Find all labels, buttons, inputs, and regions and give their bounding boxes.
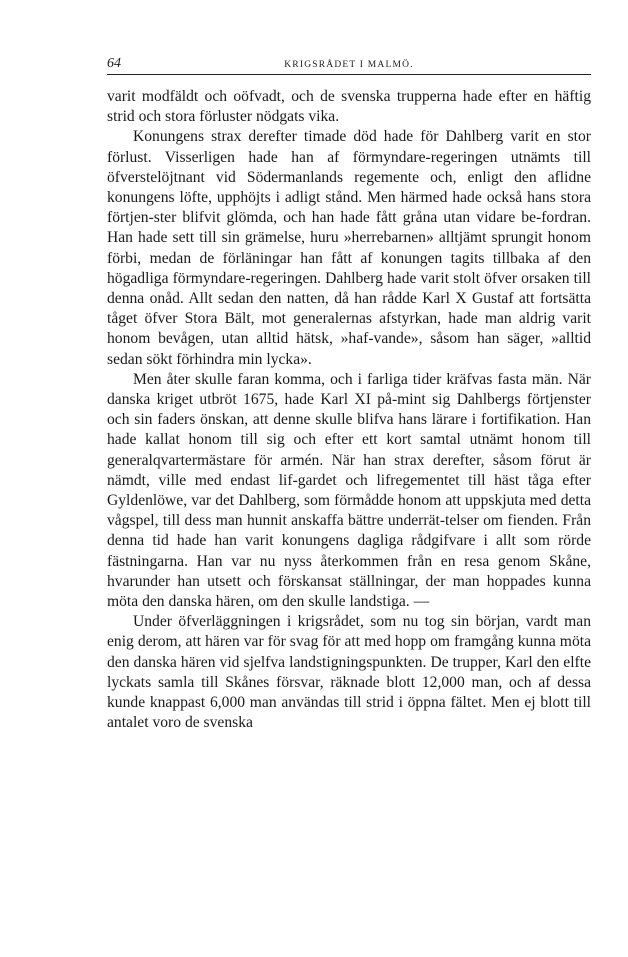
- running-header: [107, 54, 591, 75]
- paragraph: Konungens strax derefter timade död hade för Dahlberg varit en stor förlust. Visserligen hade han af förmyndare-regeringen utnämts till öfverstelöjtnant vid Södermanlands regemente och, enligt den aflidne konungens löfte, upphöjts i adligt stånd. Men härmed hade också hans stora förtjen-ster blifvit glömda, och han hade fått gråna utan vidare be-fordran. Han hade sett till sin grämelse, huru »herrebarnen» alltjämt sprungit honom förbi, medan de förläningar han fått af konungen tagits tillbaka af den högadliga förmyndare-regeringen. Dahlberg hade varit stolt öfver orsaken till denna onåd. Allt sedan den natten, då han rådde Karl X Gustaf att fortsätta tåget öfver Stora Bält, mot generalernas afstyrkan, hade man aldrig varit honom bevågen, utan alltid hätsk, »haf-vande», såsom han säger, »alltid sedan sökt förhindra min lycka».: [107, 128, 591, 368]
- paragraph: Men åter skulle faran komma, och i farliga tider kräfvas fasta män. När danska kriget utbröt 1675, hade Karl XI på-mint sig Dahlbergs förtjenster och sin faders önskan, att denne skulle blifva hans lärare i fortifikation. Han hade kallat honom till sig och efter ett kort samtal utnämt honom till generalqvartermästare för armén. När han strax derefter, såsom förut är nämdt, ville med endast lif-gardet och lifregementet till häst tåga efter Gyldenlöwe, var det Dahlberg, som förmådde honom att uppskjuta med detta vågspel, till dess man hunnit anskaffa bättre underrät-telser om fienden. Från denna tid hade han varit konungens dagliga rådgifvare i allt som rörde fästningarna. Han var nu nyss återkommen från en resa genom Skåne, hvarunder han utsett och förskansat ställningar, der man hoppades kunna möta den danska hären, om den skulle landstiga. —: [107, 370, 591, 611]
- paragraph: varit modfäldt och oöfvadt, och de svenska trupperna hade efter en häftig strid och stora förluster nödgats vika.: [107, 88, 591, 126]
- page-number: 64: [107, 56, 121, 71]
- body-text: [107, 87, 591, 734]
- paragraph: Under öfverläggningen i krigsrådet, som nu tog sin början, vardt man enig derom, att hären var för svag för att med hopp om framgång kunna möta den danska hären vid sjelfva landstigningspunkten. De trupper, Karl den elfte lyckats samla till Skånes försvar, räknade blott 12,000 man, och af dessa kunde knappast 6,000 man användas till strid i öppna fältet. Men ej blott till antalet voro de svenska: [107, 613, 591, 732]
- book-page: [107, 54, 591, 734]
- running-title: KRIGSRÅDET I MALMÖ.: [284, 60, 414, 70]
